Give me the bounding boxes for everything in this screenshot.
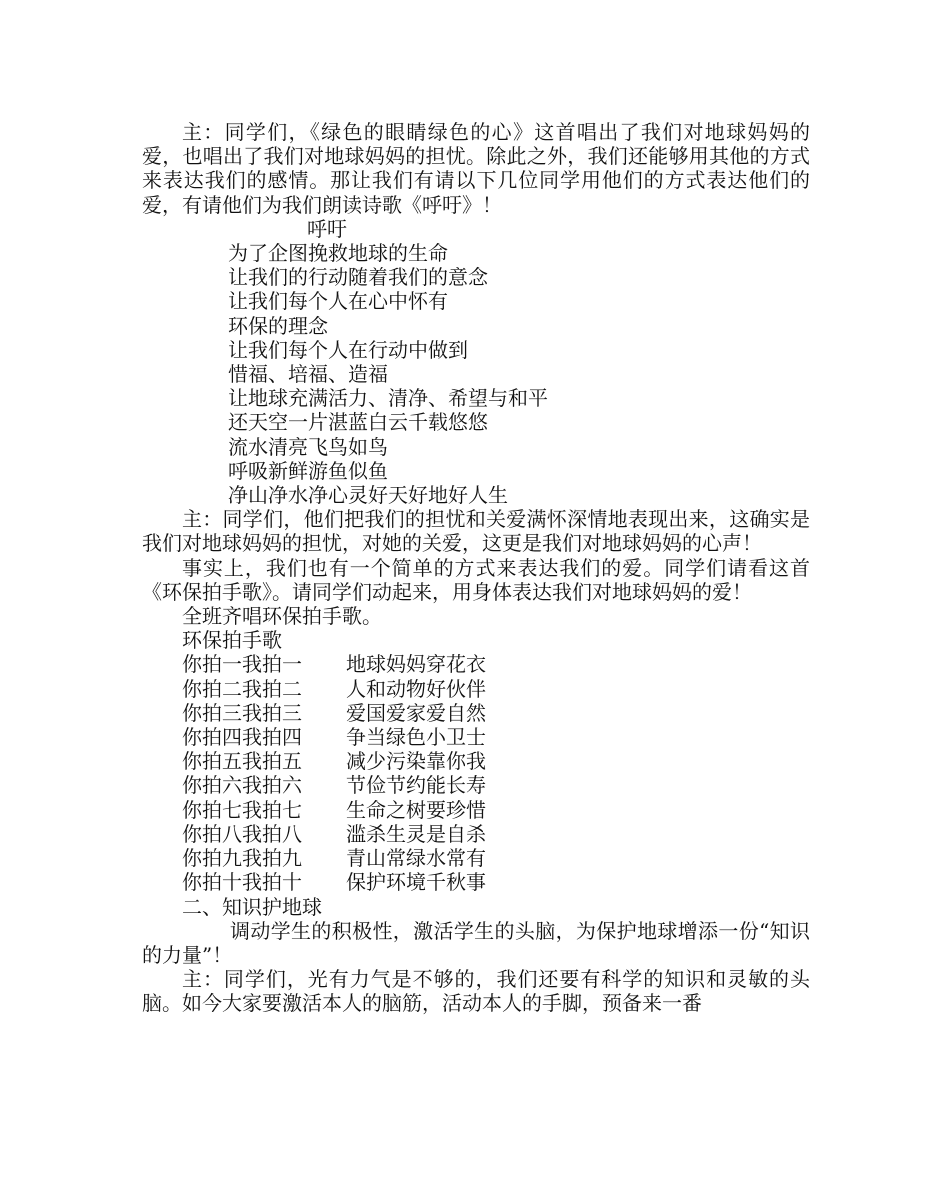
poem-line: 为了企图挽救地球的生命 bbox=[228, 241, 448, 266]
song-call: 你拍二我拍二 bbox=[182, 676, 302, 701]
song-response: 争当绿色小卫士 bbox=[346, 725, 486, 750]
paragraph-song-intro: 事实上，我们也有一个简单的方式来表达我们的爱。同学们请看这首《环保拍手歌》。请同学们动起来，用身体表达我们对地球妈妈的爱！ bbox=[142, 555, 810, 604]
song-response: 人和动物好伙伴 bbox=[346, 676, 486, 701]
poem-line: 惜福、培福、造福 bbox=[228, 362, 388, 387]
poem-line: 呼吸新鲜游鱼似鱼 bbox=[228, 458, 388, 483]
song-row bbox=[142, 725, 810, 749]
song-title: 环保拍手歌 bbox=[182, 628, 282, 653]
song-row bbox=[142, 870, 810, 894]
song-response: 滥杀生灵是自杀 bbox=[346, 821, 486, 846]
song-call: 你拍一我拍一 bbox=[182, 652, 302, 677]
song-row bbox=[142, 822, 810, 846]
song-response: 保护环境千秋事 bbox=[346, 870, 486, 895]
poem-line: 环保的理念 bbox=[228, 313, 328, 338]
poem-line: 让我们每个人在行动中做到 bbox=[228, 337, 468, 362]
song-call: 你拍四我拍四 bbox=[182, 725, 302, 750]
song-response: 节俭节约能长寿 bbox=[346, 773, 486, 798]
poem-line: 让我们的行动随着我们的意念 bbox=[228, 265, 488, 290]
song-response: 爱国爱家爱自然 bbox=[346, 700, 486, 725]
poem-body bbox=[142, 241, 810, 507]
song-row bbox=[142, 701, 810, 725]
paragraph-after-poem: 主：同学们，他们把我们的担忧和关爱满怀深情地表现出来，这确实是我们对地球妈妈的担忧，对她的关爱，这更是我们对地球妈妈的心声！ bbox=[142, 507, 810, 556]
song-row bbox=[142, 652, 810, 676]
intro-paragraph: 主：同学们，《绿色的眼睛绿色的心》这首唱出了我们对地球妈妈的爱，也唱出了我们对地球妈妈的担忧。除此之外，我们还能够用其他的方式来表达我们的感情。那让我们有请以下几位同学用他们的方式表达他们的爱，有请他们为我们朗读诗歌《呼吁》！ bbox=[142, 120, 810, 217]
poem-line: 流水清亮飞鸟如鸟 bbox=[228, 434, 388, 459]
song-row bbox=[142, 773, 810, 797]
song-call: 你拍五我拍五 bbox=[182, 749, 302, 774]
song-row bbox=[142, 677, 810, 701]
song-row bbox=[142, 798, 810, 822]
song-call: 你拍十我拍十 bbox=[182, 870, 302, 895]
poem-line: 净山净水净心灵好天好地好人生 bbox=[228, 483, 508, 508]
song-call: 你拍九我拍九 bbox=[182, 846, 302, 871]
song-call: 你拍八我拍八 bbox=[182, 821, 302, 846]
song-response: 地球妈妈穿花衣 bbox=[346, 652, 486, 677]
song-call: 你拍六我拍六 bbox=[182, 773, 302, 798]
song-response: 青山常绿水常有 bbox=[346, 846, 486, 871]
song-row bbox=[142, 846, 810, 870]
song-body bbox=[142, 652, 810, 894]
document-body bbox=[142, 120, 810, 1016]
song-response: 减少污染靠你我 bbox=[346, 749, 486, 774]
song-call: 你拍七我拍七 bbox=[182, 797, 302, 822]
poem-line: 让我们每个人在心中怀有 bbox=[228, 289, 448, 314]
host-paragraph: 主：同学们，光有力气是不够的，我们还要有科学的知识和灵敏的头脑。如今大家要激活本人的脑筋，活动本人的手脚，预备来一番 bbox=[142, 967, 810, 1016]
class-sing-line: 全班齐唱环保拍手歌。 bbox=[182, 604, 382, 629]
poem-line: 让地球充满活力、清净、希望与和平 bbox=[228, 386, 548, 411]
poem-line: 还天空一片湛蓝白云千载悠悠 bbox=[228, 410, 488, 435]
song-response: 生命之树要珍惜 bbox=[346, 797, 486, 822]
section-heading: 二、知识护地球 bbox=[182, 894, 322, 919]
section-intro: 调动学生的积极性，激活学生的头脑，为保护地球增添一份“知识的力量”！ bbox=[142, 918, 810, 967]
song-call: 你拍三我拍三 bbox=[182, 700, 302, 725]
song-row bbox=[142, 749, 810, 773]
poem-title: 呼吁 bbox=[307, 216, 347, 241]
